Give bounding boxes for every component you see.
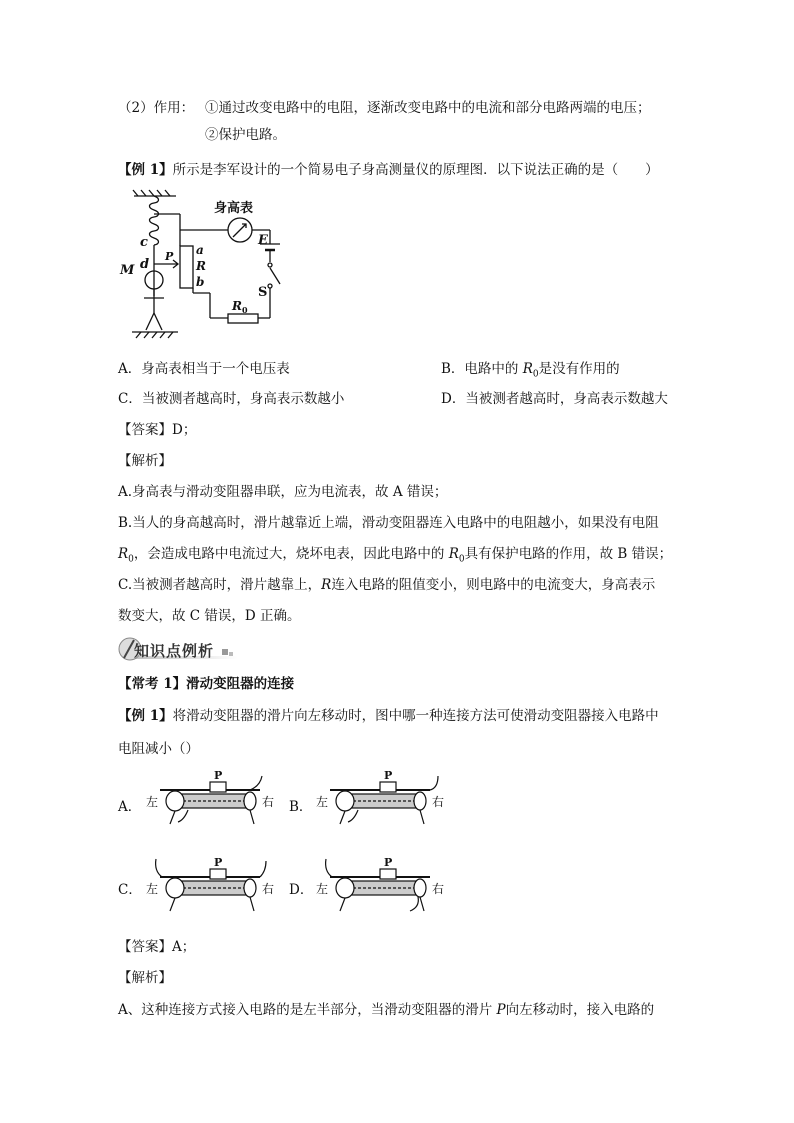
rheostat-slider-label: P: [214, 769, 223, 782]
option-c-label: C．: [118, 882, 142, 898]
example1-answer: 【答案】D；: [118, 422, 197, 438]
example1-question-text: 所示是李军设计的一个简易电子身高测量仪的原理图．以下说法正确的是（ ）: [172, 162, 659, 178]
option-d-label: D．: [289, 882, 314, 898]
diagram-label-M: M: [120, 263, 135, 278]
rheostat-right-label: 右: [262, 882, 275, 896]
example2-question-line2: 电阻减小（）: [118, 741, 199, 757]
rheostat-slider-label: P: [214, 856, 223, 869]
changkao1-heading: 【常考 1】滑动变阻器的连接: [118, 676, 295, 692]
example1-option-a: A．身高表相当于一个电压表: [118, 361, 290, 377]
rheostat-right-label: 右: [262, 795, 275, 809]
example1-question: [118, 158, 659, 178]
example1-analysis-line2: B.当人的身高越高时，滑片越靠近上端，滑动变阻器连入电路中的电阻越小，如果没有电阻: [118, 515, 659, 531]
example2-analysis-line1: A、这种连接方式接入电路的是左半部分，当滑动变阻器的滑片 P向左移动时，接入电路的: [118, 1002, 655, 1018]
example1-option-b: B．电路中的 $R_0$是没有作用的: [441, 361, 620, 380]
rheostat-left-label: 左: [316, 795, 329, 809]
section-banner-title: 知识点例析: [134, 642, 215, 660]
example1-tag: 【例 1】: [118, 162, 173, 178]
rheostat-right-label: 右: [432, 795, 445, 809]
rheostat-slider-label: P: [384, 856, 393, 869]
example1-option-c: C．当被测者越高时，身高表示数越小: [118, 391, 345, 407]
rheostat-slider-label: P: [384, 769, 393, 782]
diagram-label-E: E: [258, 233, 268, 248]
rheostat-left-label: 左: [316, 882, 329, 896]
diagram-label-a: a: [196, 243, 204, 257]
diagram-label-d: d: [140, 257, 150, 272]
diagram-label-meter: 身高表: [214, 201, 254, 216]
option-b-label: B．: [289, 799, 313, 815]
example2-answer: 【答案】A；: [118, 939, 196, 955]
function-label: （2）作用：: [118, 100, 195, 116]
example1-analysis-line5: 数变大，故 C 错误，D 正确。: [118, 608, 301, 624]
rheostat-right-label: 右: [432, 882, 445, 896]
diagram-label-R: R: [196, 259, 206, 273]
rheostat-diagram-b: [310, 768, 445, 828]
rheostat-diagram-c: [140, 853, 275, 915]
diagram-label-c: c: [140, 235, 148, 250]
option-a-label: A．: [118, 799, 142, 815]
example2-analysis-label: 【解析】: [118, 970, 172, 986]
example1-option-d: D．当被测者越高时，身高表示数越大: [441, 391, 668, 407]
diagram-label-S: S: [258, 285, 268, 300]
example2-question-line1: 【例 1】将滑动变阻器的滑片向左移动时，图中哪一种连接方法可使滑动变阻器接入电路中: [118, 708, 659, 724]
rheostat-left-label: 左: [146, 882, 159, 896]
rheostat-diagram-a: [140, 768, 275, 828]
rheostat-diagram-d: [310, 853, 445, 915]
function-point-2: ②保护电路。: [205, 127, 286, 143]
diagram-label-b: b: [196, 275, 205, 289]
example1-analysis-line1: A.身高表与滑动变阻器串联，应为电流表，故 A 错误；: [118, 484, 448, 500]
example1-analysis-line4: C.当被测者越高时，滑片越靠上，R连入电路的阻值变小，则电路中的电流变大，身高表示: [118, 577, 656, 593]
height-meter-circuit-diagram: [118, 188, 288, 343]
diagram-label-P: P: [165, 250, 174, 263]
example1-analysis-line3: $R_0$，会造成电路中电流过大，烧坏电表，因此电路中的 $R_0$具有保护电路的作用，故 B 错误；: [118, 546, 673, 565]
example1-analysis-label: 【解析】: [118, 453, 172, 469]
function-point-1: ①通过改变电路中的电阻，逐渐改变电路中的电流和部分电路两端的电压；: [205, 100, 651, 116]
rheostat-left-label: 左: [146, 795, 159, 809]
diagram-label-R0: $R_0$: [232, 299, 248, 315]
